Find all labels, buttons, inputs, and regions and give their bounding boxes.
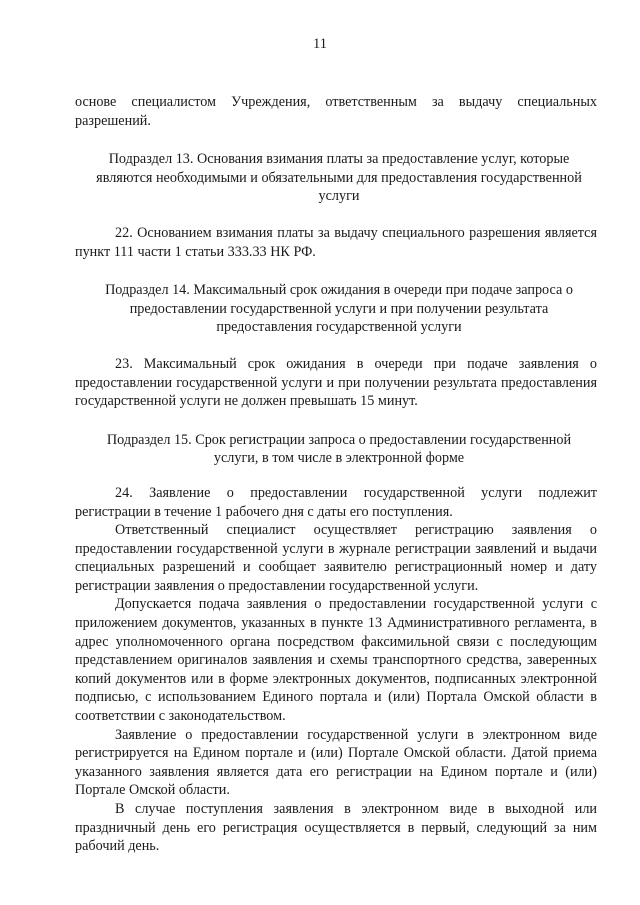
subsection-14-heading: Подраздел 14. Максимальный срок ожидания в очереди при подаче запроса о предоставлении государственной услуги и при получении результата предоставления государственной услуги — [105, 282, 573, 336]
page-number: 11 — [313, 36, 327, 52]
page-content — [75, 93, 597, 856]
clause-24: 24. Заявление о предоставлении государственной услуги подлежит регистрации в течение 1 рабочего дня с даты его поступления. — [75, 484, 597, 520]
subsection-15-heading: Подраздел 15. Срок регистрации запроса о предоставлении государственной услуги, в том числе в электронной форме — [106, 431, 572, 467]
paragraph-fax-submission: Допускается подача заявления о предоставлении государственной услуги с приложением документов, указанных в пункте 13 Административного регламента, в адрес уполномоченного органа посредством факсимильной связи с последующим представлением оригиналов заявления и схемы транспортного средства, заверенных копий документов или в форме электронных документов, подписанных электронной подписью, с использованием Единого портала и (или) Портала Омской области в соответствии с законодательством. — [75, 596, 597, 725]
clause-23: 23. Максимальный срок ожидания в очереди при подаче заявления о предоставлении государственной услуги и при получении результата предоставления государственной услуги не должен превышать 15 минут. — [75, 355, 597, 410]
paragraph-continuation: основе специалистом Учреждения, ответственным за выдачу специальных разрешений. — [75, 94, 597, 129]
paragraph-registration: Ответственный специалист осуществляет регистрацию заявления о предоставлении государственной услуги в журнале регистрации заявлений и выдачи специальных разрешений и сообщает заявителю регистрационный номер и дату регистрации заявления о предоставлении государственной услуги. — [75, 522, 597, 594]
clause-22: 22. Основанием взимания платы за выдачу специального разрешения является пункт 111 части 1 статьи 333.33 НК РФ. — [75, 224, 597, 260]
subsection-13-heading: Подраздел 13. Основания взимания платы за предоставление услуг, которые являются необходимыми и обязательными для предоставления государственной услуги — [96, 151, 582, 205]
paragraph-electronic-registration: Заявление о предоставлении государственной услуги в электронном виде регистрируется на Едином портале и (или) Портале Омской области. Датой приема указанного заявления является дата его регистрации на Едином портале и (или) Портале Омской области. — [75, 726, 597, 799]
paragraph-holiday-registration: В случае поступления заявления в электронном виде в выходной или праздничный день его регистрация осуществляется в первый, следующий за ним рабочий день. — [75, 801, 597, 855]
